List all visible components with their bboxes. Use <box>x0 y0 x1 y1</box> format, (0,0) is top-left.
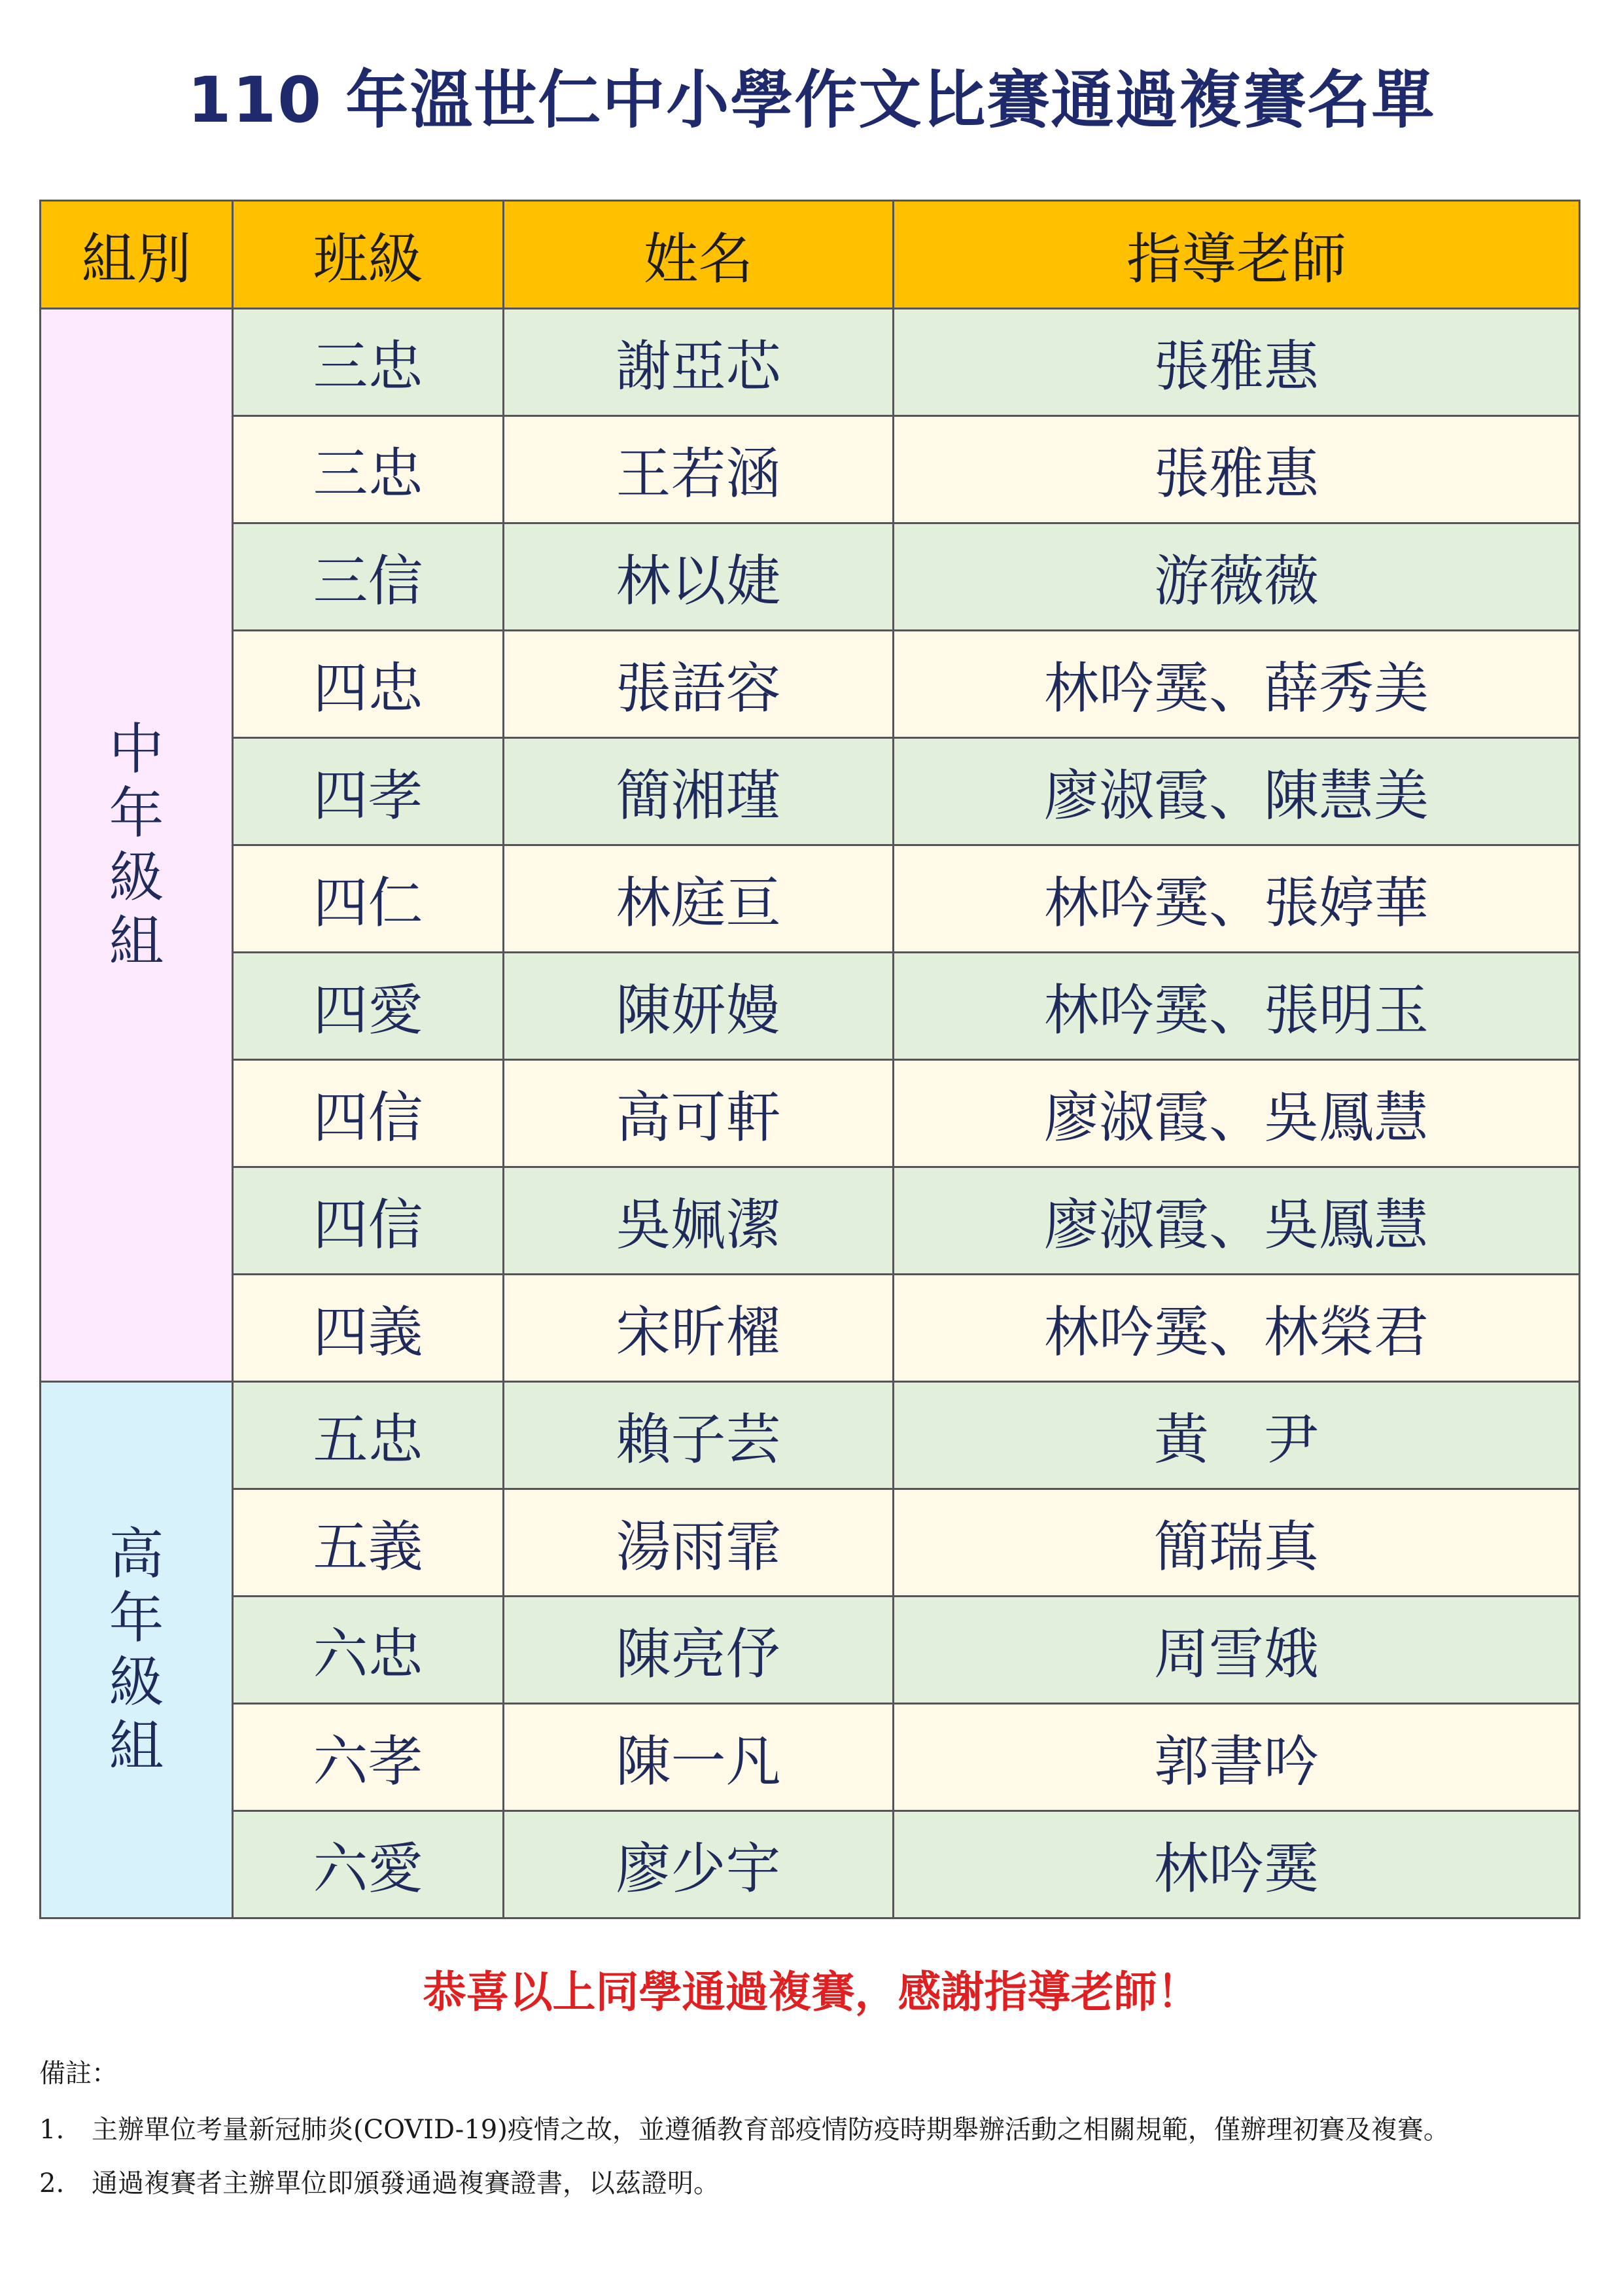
note-number: 1. <box>39 2115 65 2145</box>
teacher-cell: 廖淑霞、吳鳳慧 <box>894 1060 1580 1167</box>
class-cell: 五義 <box>233 1489 504 1597</box>
student-name-cell: 陳亮伃 <box>504 1597 894 1704</box>
student-name-cell: 張語容 <box>504 631 894 738</box>
student-name-cell: 謝亞芯 <box>504 309 894 416</box>
table-row <box>41 631 1580 738</box>
note-item <box>39 2161 1583 2206</box>
header-name: 姓名 <box>504 201 894 309</box>
table-row <box>41 1811 1580 1918</box>
congratulations-message: 恭喜以上同學通過複賽，感謝指導老師！ <box>423 1967 1200 2017</box>
teacher-cell: 林吟霙、林榮君 <box>894 1275 1580 1382</box>
class-cell: 四信 <box>233 1060 504 1167</box>
class-cell: 三信 <box>233 523 504 631</box>
notes-heading: 備註： <box>39 2058 118 2089</box>
student-name-cell: 廖少宇 <box>504 1811 894 1918</box>
table-header-row <box>41 201 1580 309</box>
class-cell: 三忠 <box>233 416 504 523</box>
class-cell: 五忠 <box>233 1382 504 1489</box>
class-cell: 四仁 <box>233 845 504 953</box>
note-text: 主辦單位考量新冠肺炎(COVID-19)疫情之故，並遵循教育部疫情防疫時期舉辦活動之相關規範，僅辦理初賽及複賽。 <box>92 2115 1450 2145</box>
student-name-cell: 宋昕櫂 <box>504 1275 894 1382</box>
teacher-cell: 林吟霙、張明玉 <box>894 953 1580 1060</box>
table-row <box>41 845 1580 953</box>
teacher-cell: 黃 尹 <box>894 1382 1580 1489</box>
notes-section <box>39 2051 1583 2215</box>
teacher-cell: 周雪娥 <box>894 1597 1580 1704</box>
student-name-cell: 高可軒 <box>504 1060 894 1167</box>
student-name-cell: 湯雨霏 <box>504 1489 894 1597</box>
header-teacher: 指導老師 <box>894 201 1580 309</box>
class-cell: 六愛 <box>233 1811 504 1918</box>
student-name-cell: 林以婕 <box>504 523 894 631</box>
class-cell: 四忠 <box>233 631 504 738</box>
teacher-cell: 游薇薇 <box>894 523 1580 631</box>
class-cell: 四愛 <box>233 953 504 1060</box>
table-row <box>41 1060 1580 1167</box>
header-group: 組別 <box>41 201 233 309</box>
teacher-cell: 廖淑霞、陳慧美 <box>894 738 1580 845</box>
table-row <box>41 416 1580 523</box>
teacher-cell: 簡瑞真 <box>894 1489 1580 1597</box>
teacher-cell: 林吟霙、薛秀美 <box>894 631 1580 738</box>
student-name-cell: 林庭亘 <box>504 845 894 953</box>
student-name-cell: 王若涵 <box>504 416 894 523</box>
class-cell: 四義 <box>233 1275 504 1382</box>
teacher-cell: 林吟霙 <box>894 1811 1580 1918</box>
table-row <box>41 1597 1580 1704</box>
student-name-cell: 簡湘瑾 <box>504 738 894 845</box>
table-row <box>41 738 1580 845</box>
table-row <box>41 953 1580 1060</box>
page-title: 110 年溫世仁中小學作文比賽通過複賽名單 <box>187 63 1436 137</box>
note-text: 通過複賽者主辦單位即頒發通過複賽證書，以茲證明。 <box>92 2168 720 2199</box>
class-cell: 四信 <box>233 1167 504 1275</box>
table-row <box>41 1382 1580 1489</box>
class-cell: 六孝 <box>233 1704 504 1811</box>
teacher-cell: 張雅惠 <box>894 416 1580 523</box>
student-name-cell: 賴子芸 <box>504 1382 894 1489</box>
class-cell: 六忠 <box>233 1597 504 1704</box>
table-row <box>41 1275 1580 1382</box>
teacher-cell: 張雅惠 <box>894 309 1580 416</box>
class-cell: 四孝 <box>233 738 504 845</box>
note-number: 2. <box>39 2168 65 2199</box>
teacher-cell: 郭書吟 <box>894 1704 1580 1811</box>
group-label-middle: 中年級組 <box>41 309 233 1382</box>
table-row <box>41 1704 1580 1811</box>
roster-table <box>39 200 1580 1919</box>
teacher-cell: 林吟霙、張婷華 <box>894 845 1580 953</box>
group-label-upper: 高年級組 <box>41 1382 233 1918</box>
teacher-cell: 廖淑霞、吳鳳慧 <box>894 1167 1580 1275</box>
table-row <box>41 1489 1580 1597</box>
student-name-cell: 陳妍嫚 <box>504 953 894 1060</box>
student-name-cell: 陳一凡 <box>504 1704 894 1811</box>
table-row <box>41 1167 1580 1275</box>
table-row <box>41 523 1580 631</box>
class-cell: 三忠 <box>233 309 504 416</box>
header-class: 班級 <box>233 201 504 309</box>
table-row <box>41 309 1580 416</box>
note-item <box>39 2108 1583 2152</box>
student-name-cell: 吳姵潔 <box>504 1167 894 1275</box>
